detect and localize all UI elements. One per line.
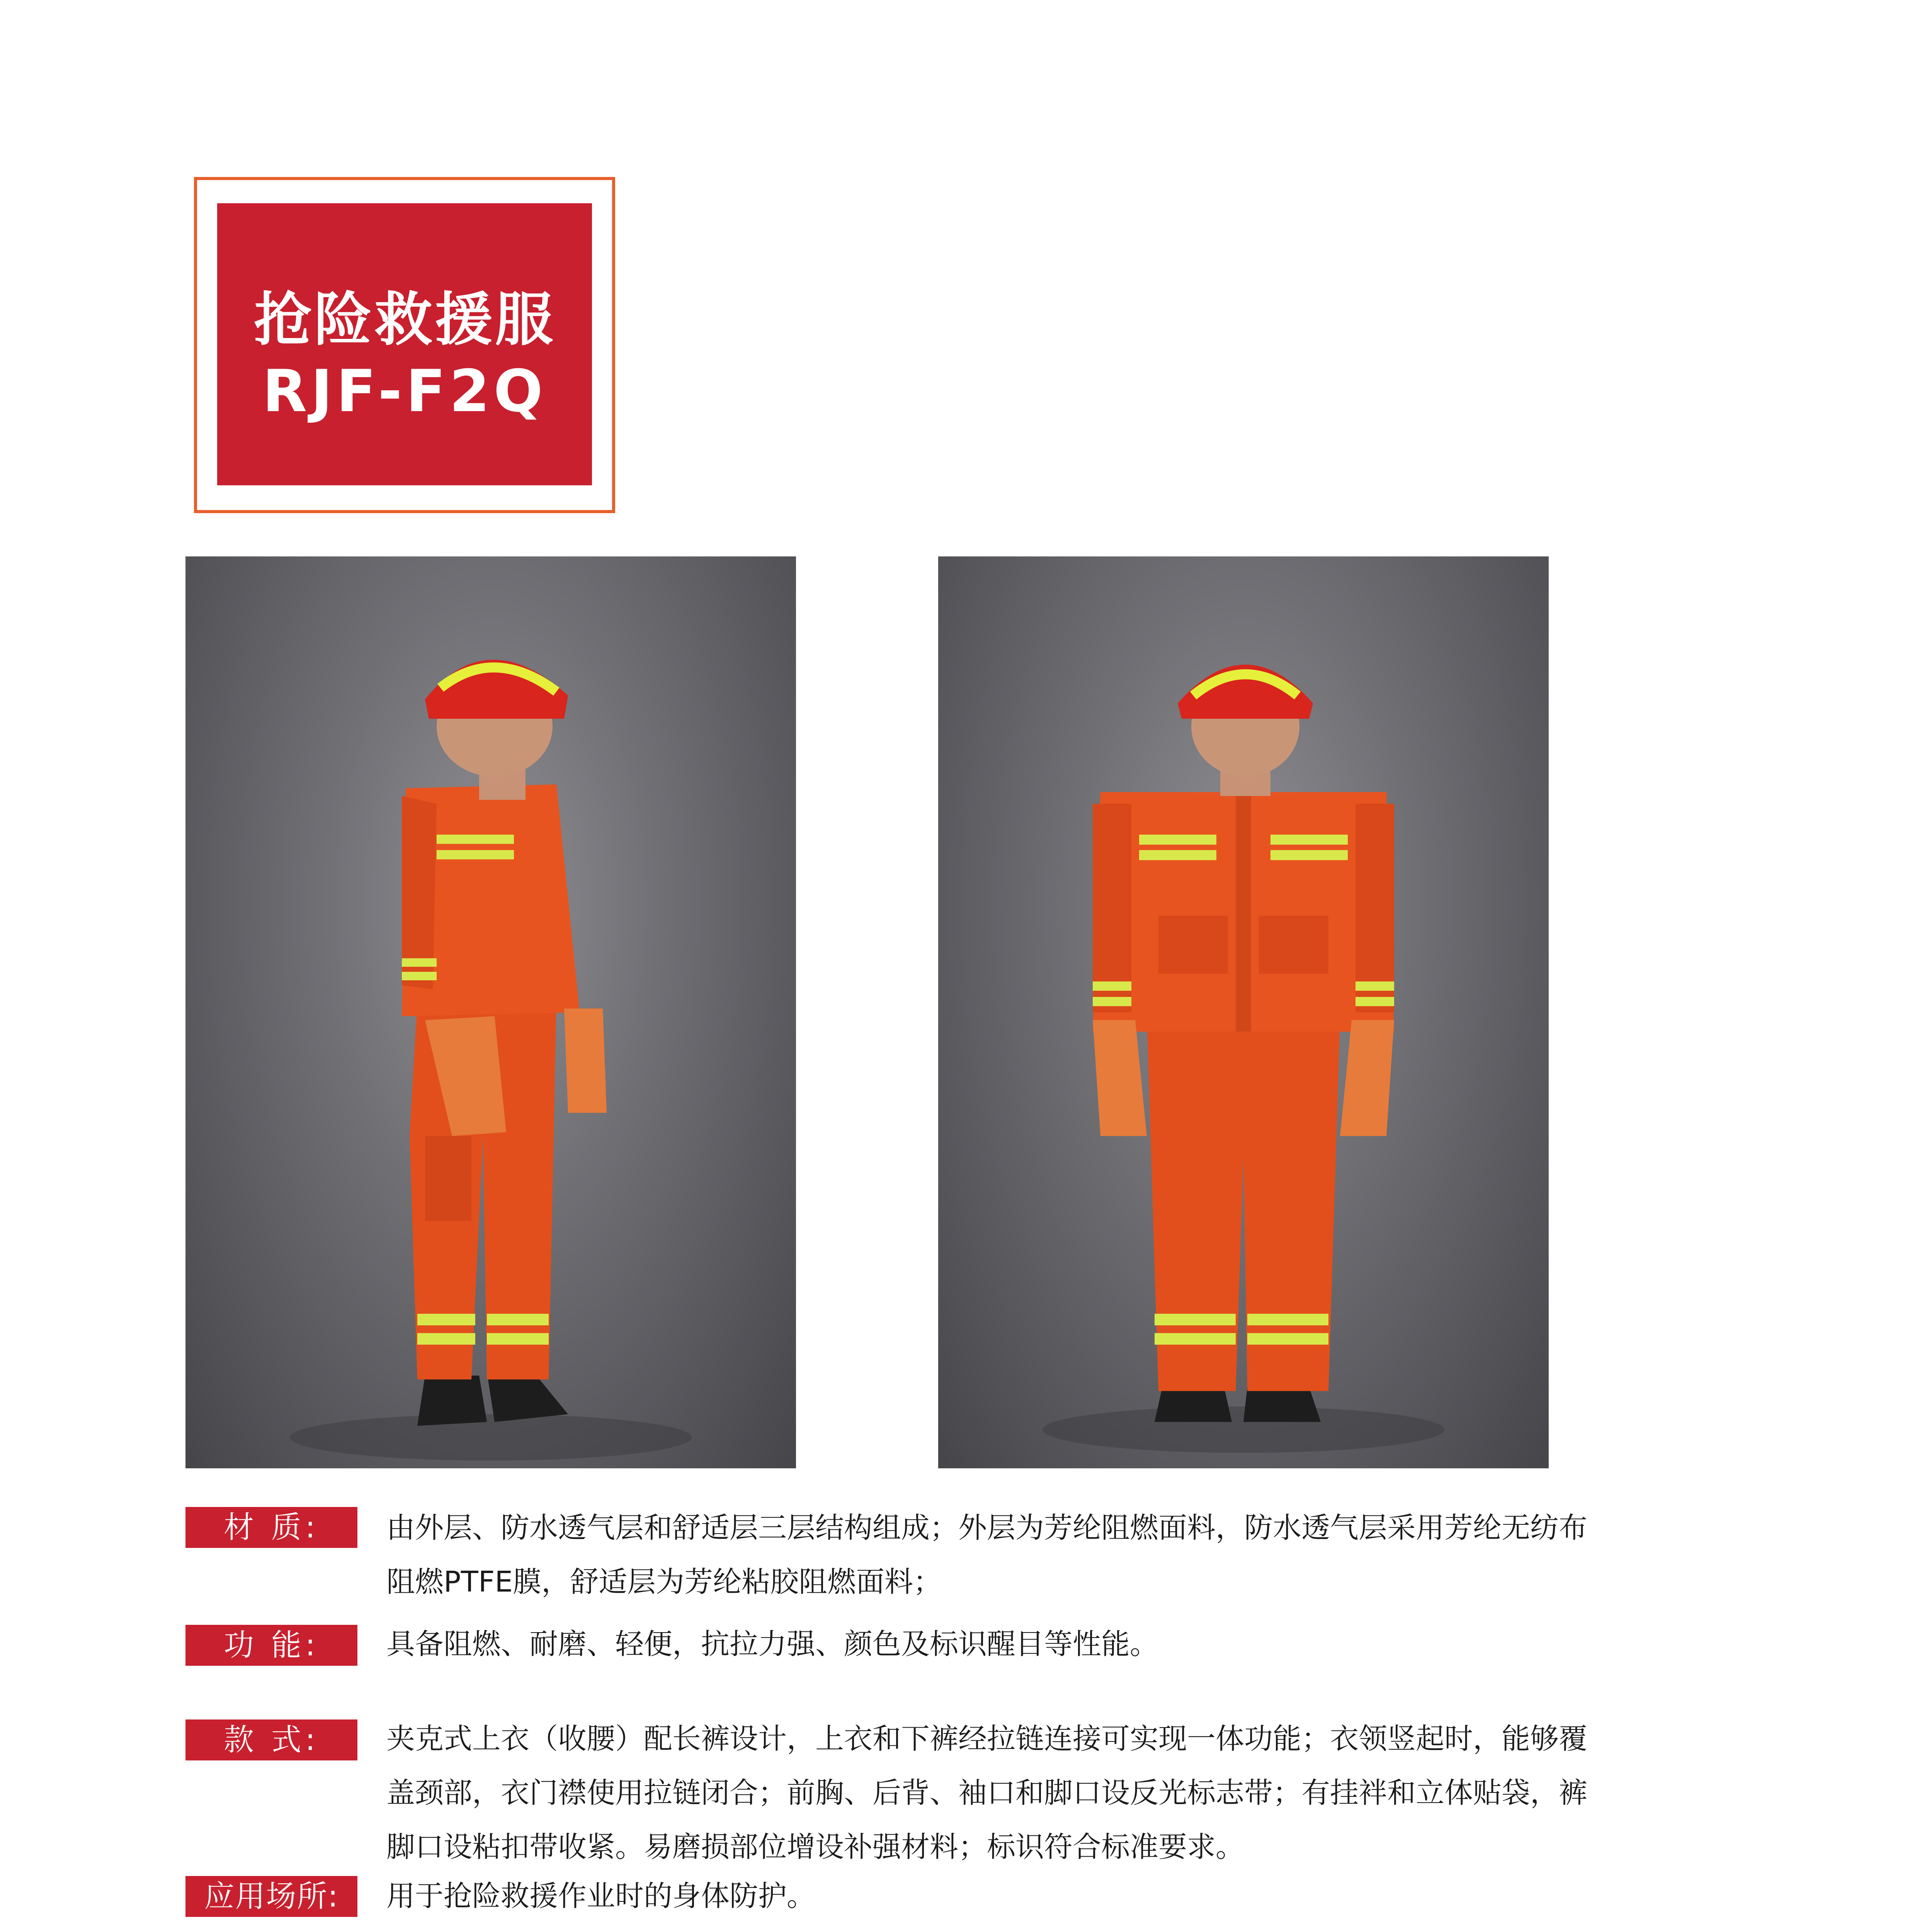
application-line-1: 用于抢险救援作业时的身体防护。 — [386, 1879, 815, 1913]
style-line-3: 脚口设粘扣带收紧。易磨损部位增设补强材料；标识符合标准要求。 — [386, 1830, 1244, 1864]
material-line-1: 由外层、防水透气层和舒适层三层结构组成；外层为芳纶阻燃面料，防水透气层采用芳纶无纺布 — [386, 1511, 1587, 1544]
label-application: 应用场所: — [185, 1876, 357, 1917]
title-frame — [194, 177, 615, 513]
style-text — [386, 1712, 1777, 1874]
style-line-1: 夹克式上衣（收腰）配长裤设计，上衣和下裤经拉链连接可实现一体功能；衣领竖起时，能够覆 — [386, 1722, 1587, 1755]
function-line-1: 具备阻燃、耐磨、轻便，抗拉力强、颜色及标识醒目等性能。 — [386, 1628, 1158, 1661]
product-model: RJF-F2Q — [262, 358, 547, 425]
style-line-2: 盖颈部，衣门襟使用拉链闭合；前胸、后背、袖口和脚口设反光标志带；有挂袢和立体贴袋，裤 — [386, 1776, 1587, 1810]
title-box — [217, 203, 592, 485]
function-text — [386, 1617, 1777, 1671]
material-line-2: 阻燃PTFE膜，舒适层为芳纶粘胶阻燃面料； — [386, 1565, 942, 1599]
product-title: 抢险救援服 — [253, 286, 555, 354]
label-function: 功 能: — [185, 1625, 357, 1666]
front-view-photo — [938, 556, 1549, 1468]
label-style: 款 式: — [185, 1719, 357, 1760]
label-material: 材 质: — [185, 1507, 357, 1548]
side-view-photo — [185, 556, 796, 1468]
application-text — [386, 1869, 1777, 1923]
material-text — [386, 1501, 1777, 1609]
